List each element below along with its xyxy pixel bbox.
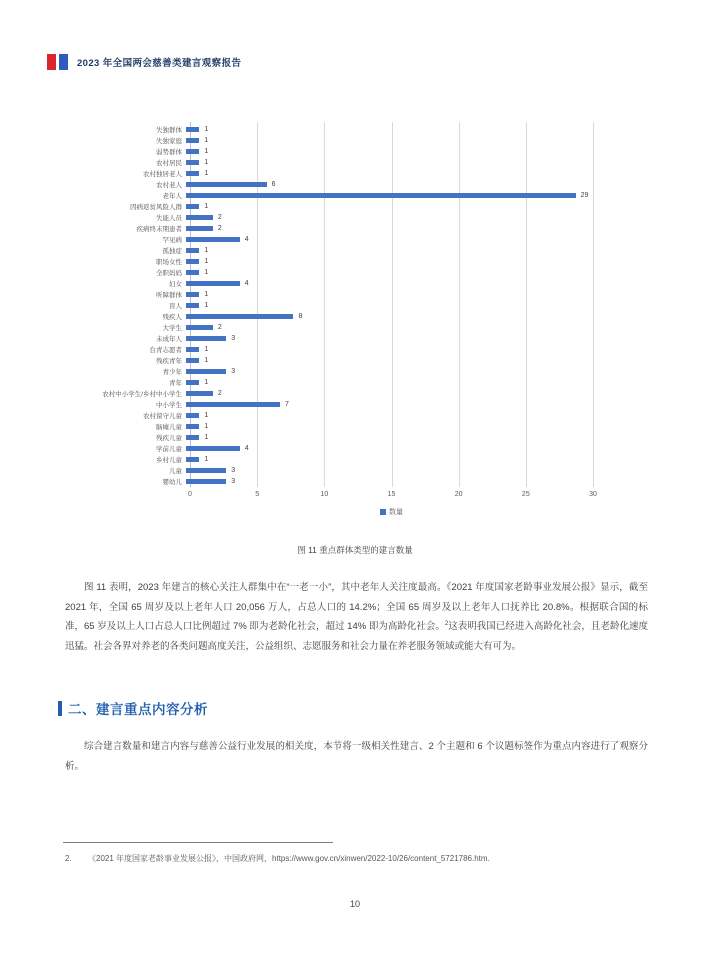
page-number: 10 [349,899,360,909]
bar [186,358,199,363]
bar-track [186,269,589,276]
bar-track [186,390,589,397]
bar [186,138,199,143]
chart-row [52,432,600,443]
bar [186,215,213,220]
bar [186,160,199,165]
category-label: 失能人员 [156,215,182,222]
chart-row [52,278,600,289]
bar-value-label: 4 [244,236,249,243]
bar-track [186,247,589,254]
bar-value-label: 2 [217,225,222,232]
bar [186,380,199,385]
footnote-text: 《2021 年度国家老龄事业发展公报》，中国政府网，https://www.gov.cn/xinwen/2022-10/26/content_5721786.htm. [88,854,490,863]
chart-row [52,168,600,179]
bar-track [186,434,589,441]
bar-track [186,170,589,177]
paragraph-aging [65,578,648,656]
category-label: 婴幼儿 [162,479,182,486]
category-label: 台青志愿者 [149,347,182,354]
report-header [47,53,241,70]
bar [186,270,199,275]
bar-value-label: 4 [244,445,249,452]
bar-track [186,192,589,199]
bar-value-label: 6 [271,181,276,188]
chart-row [52,443,600,454]
bar-value-label: 1 [204,159,209,166]
x-tick-label: 25 [521,491,530,498]
chart-row [52,289,600,300]
bar-track [186,412,589,419]
x-tick-label: 15 [387,491,396,498]
bar-track [186,302,589,309]
bar [186,281,240,286]
bar-value-label: 1 [204,247,209,254]
bar [186,248,199,253]
category-label: 弱势群体 [156,149,182,156]
category-label: 学前儿童 [156,446,182,453]
bar-track [186,236,589,243]
bar [186,457,199,462]
bar-track [186,258,589,265]
bar-track [186,467,589,474]
chart-row [52,322,600,333]
bar-value-label: 1 [204,269,209,276]
chart-row [52,399,600,410]
bar-value-label: 1 [204,423,209,430]
bar-value-label: 1 [204,302,209,309]
bar [186,193,576,198]
legend-label: 数量 [389,509,403,516]
chart-row [52,179,600,190]
bar-value-label: 1 [204,258,209,265]
chart-row [52,377,600,388]
category-label: 脑瘫儿童 [156,424,182,431]
bar-value-label: 1 [204,346,209,353]
bar-track [186,401,589,408]
bar-value-label: 1 [204,126,209,133]
bar-value-label: 1 [204,148,209,155]
bar-chart [52,124,600,517]
chart-row [52,256,600,267]
bar-value-label: 29 [580,192,589,199]
chart-row [52,245,600,256]
category-label: 老年人 [162,193,182,200]
bar [186,292,199,297]
bar-track [186,346,589,353]
chart-row [52,300,600,311]
chart-row [52,454,600,465]
x-tick-label: 0 [188,491,192,498]
bar [186,149,199,154]
bar-value-label: 1 [204,434,209,441]
bar-value-label: 3 [231,478,236,485]
bar [186,204,199,209]
bar-track [186,225,589,232]
bar-value-label: 2 [217,390,222,397]
bar-value-label: 8 [298,313,303,320]
chart-row [52,212,600,223]
category-label: 听障群体 [156,292,182,299]
category-label: 未成年人 [156,336,182,343]
bar-track [186,181,589,188]
bar-track [186,379,589,386]
bar-track [186,357,589,364]
bar [186,413,199,418]
category-label: 青少年 [162,369,182,376]
bar-value-label: 2 [217,214,222,221]
category-label: 青年 [169,380,182,387]
x-tick-label: 10 [320,491,329,498]
bar [186,325,213,330]
legend-swatch [380,509,386,515]
chart-row [52,234,600,245]
chart-row [52,157,600,168]
chart-row [52,465,600,476]
bar [186,314,293,319]
category-label: 盲人 [169,303,182,310]
chart-row [52,190,600,201]
x-axis-ticks [188,491,597,502]
bar [186,391,213,396]
category-label: 中小学生 [156,402,182,409]
bar-value-label: 1 [204,412,209,419]
chart-row [52,410,600,421]
category-label: 农村居民 [156,160,182,167]
chart-row [52,146,600,157]
x-tick-label: 5 [255,491,260,498]
x-tick-label: 30 [589,491,597,498]
chart-row [52,124,600,135]
category-label: 罕见病 [162,237,182,244]
chart-row [52,476,600,487]
report-title: 2023 年全国两会慈善类建言观察报告 [77,57,242,69]
chart-plot-area [52,124,600,487]
bar-value-label: 1 [204,170,209,177]
category-label: 失独群体 [156,127,182,134]
bar [186,402,280,407]
bar [186,127,199,132]
category-label: 儿童 [169,468,182,475]
bar-value-label: 2 [217,324,222,331]
category-label: 残疾青年 [156,358,182,365]
chart-row [52,267,600,278]
bar [186,171,199,176]
category-label: 农村老人 [156,182,182,189]
bar-value-label: 3 [231,467,236,474]
chart-row [52,355,600,366]
bar-value-label: 3 [231,335,236,342]
bar-track [186,159,589,166]
x-tick-label: 20 [454,491,463,498]
bar-value-label: 1 [204,456,209,463]
bar [186,479,226,484]
paragraph-aging-text: 图 11 表明，2023 年建言的核心关注人群集中在“一老一小”，其中老年人关注度最高。《2021 年度国家老龄事业发展公报》显示，截至 2021 年，全国 65 周岁及以上老年人口 20,056 万人，占总人口的 14.2%；全国 65 周岁及以上老年人口抚养比 20.8%。根据联合国的标准，65 岁及以上人口占总人口比例超过 7% 即为老龄化社会，超过 14% 即为高龄化社会。 [65,582,648,633]
bar-track [186,456,589,463]
category-label: 失独家庭 [156,138,182,145]
chart-row [52,366,600,377]
category-label: 大学生 [162,325,182,332]
bar [186,424,199,429]
bar-value-label: 1 [204,137,209,144]
bar-track [186,126,589,133]
bar-track [186,280,589,287]
section-heading-marker [58,701,62,716]
chart-row [52,311,600,322]
bar-track [186,445,589,452]
category-label: 妇女 [169,281,182,288]
bar [186,237,240,242]
bar [186,347,199,352]
category-label: 职场女性 [156,259,182,266]
bar-track [186,335,589,342]
footnote-number: 2. [65,854,72,863]
chart-row [52,135,600,146]
bar-track [186,203,589,210]
bar [186,435,199,440]
bar [186,182,267,187]
bar-track [186,423,589,430]
bar [186,226,213,231]
category-label: 残疾儿童 [156,435,182,442]
bar [186,468,226,473]
bar [186,336,226,341]
chart-row [52,421,600,432]
chart-legend [190,507,593,517]
bar-track [186,324,589,331]
category-label: 农村中小学生/乡村中小学生 [102,391,182,398]
footnote-reference-superscript: 2 [444,621,449,628]
bar-track [186,368,589,375]
bar-value-label: 1 [204,379,209,386]
bar [186,259,199,264]
figure-caption: 图 11 重点群体类型的建言数量 [297,545,413,555]
bar-value-label: 4 [244,280,249,287]
category-label: 残疾人 [162,314,182,321]
category-label: 因病返贫风险人群 [130,204,182,211]
category-label: 乡村儿童 [156,457,182,464]
bar-value-label: 7 [285,401,289,408]
chart-row [52,223,600,234]
bar-track [186,214,589,221]
footnote [65,852,647,865]
bar [186,369,226,374]
bar-track [186,291,589,298]
category-label: 农村留守儿童 [143,413,182,420]
bar-track [186,148,589,155]
chart-row [52,333,600,344]
bar [186,303,199,308]
category-label: 全职妈妈 [156,270,182,277]
chart-row [52,201,600,212]
category-label: 孤独症 [162,248,182,255]
bar-track [186,137,589,144]
footnote-divider [63,842,333,843]
bar-value-label: 1 [204,357,209,364]
bar-track [186,478,589,485]
section-heading [58,698,208,718]
bar-value-label: 1 [204,203,209,210]
paragraph-section-intro: 综合建言数量和建言内容与慈善公益行业发展的相关度，本节将一级相关性建言、2 个主题和 6 个议题标签作为重点内容进行了观察分析。 [65,741,648,772]
bar-value-label: 3 [231,368,236,375]
paragraph-aging-text-after: 这表明我国已经进入高龄化社会，且老龄化速度迅猛。社会各界对养老的各类问题高度关注，公益组织、志愿服务和社会力量在养老服务领域或能大有可为。 [65,621,648,652]
bar-value-label: 1 [204,291,209,298]
bar [186,446,240,451]
section-heading-text: 二、建言重点内容分析 [68,702,208,717]
chart-rows [52,124,600,487]
chart-row [52,344,600,355]
chart-row [52,388,600,399]
category-label: 疾病终末期患者 [136,226,182,233]
header-blue-square [59,54,68,70]
category-label: 农村独居老人 [143,171,182,178]
header-red-square [47,54,56,70]
bar-track [186,313,589,320]
